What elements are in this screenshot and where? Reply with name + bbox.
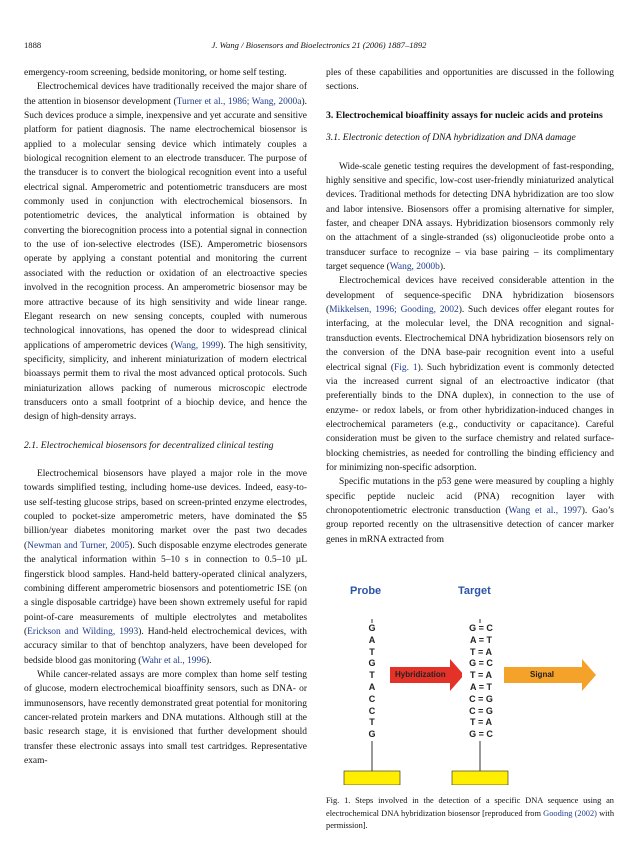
right-column — [326, 66, 614, 547]
paragraph: Specific mutations in the p53 gene were measured by coupling a highly specific peptide nucleic acid (PNA) recognition layer with chronopotentiometric electronic transduction (Wang et al., 1997). Gao’s group reported recently on the ultrasensitive detection of cancer marker genes in mRNA extracted from — [326, 477, 614, 545]
citation-link[interactable]: Mikkelsen, 1996; Gooding, 2002 — [329, 305, 459, 316]
signal-label: Signal — [530, 670, 555, 679]
citation-link[interactable]: Wahr et al., 1996 — [141, 655, 206, 666]
target-electrode — [452, 771, 508, 785]
target-sequence: G = C A = T T = A G = C T = A A = T C = G C = G T = A G = C — [462, 623, 500, 741]
target-label: Target — [458, 585, 491, 597]
figure-caption: Fig. 1. Steps involved in the detection of a specific DNA sequence using an electrochemical DNA hybridization biosensor [reproduced from Gooding (2002) with permission]. — [326, 796, 615, 831]
probe-sequence: G A T G T A C C T G — [362, 623, 382, 741]
left-column — [24, 66, 307, 768]
citation-link[interactable]: Wang et al., 1997 — [508, 505, 582, 516]
paragraph: While cancer-related assays are more complex than home self testing of glucose, modern electrochemical bioaffinity sensors, such as DNA- or immunosensors, have recently demonstrated great potential for monitoring cancer-related protein markers and DNA mutations. Although still at the basic research stage, it is envisioned that further development should transfer these electronic assays into small test cartridges. Representative exam- — [24, 669, 307, 766]
citation-link[interactable]: Newman and Turner, 2005 — [27, 540, 130, 551]
paragraph: Wide-scale genetic testing requires the development of fast-responding, highly sensitive and specific, low-cost user-friendly miniaturized analytical devices. Traditional methods for detecting DNA hybridization are too slow and labor intensive. Biosensors offer a promising alternative for simpler, faster, and cheaper DNA assays. Hybridization biosensors commonly rely on the attachment of a single-stranded (ss) oligonucleotide probe onto a transducer surface to recognize – via base pairing – its complimentary target sequence (Wang, 2000b). — [326, 161, 614, 273]
paragraph: Electrochemical biosensors have played a major role in the move towards simplified testing, including home-use devices. Indeed, easy-to-use self-testing glucose strips, based on screen-printed enzyme electrodes, coupled to pocket-size amperometric meters, have dominated the $5 billion/year diabetes monitoring market over the past two decades (Newman and Turner, 2005). Such disposable enzyme electrodes generate the analytical information within 5–10 s in connection to 0.5–10 µL fingerstick blood samples. Hand-held battery-operated clinical analyzers, combining different amperometric biosensors and potentiometric ISE (on a single disposable cartridge) have been shown extremely useful for rapid point-of-care measurements of multiple electrolytes and metabolites (Erickson and Wilding, 1993). Hand-held electrochemical devices, with accuracy similar to that of benchtop analyzers, have been developed for bedside blood gas monitoring (Wahr et al., 1996). — [24, 469, 307, 666]
paragraph: emergency-room screening, bedside monitoring, or home self testing. — [24, 68, 287, 78]
page-number: 1888 — [24, 40, 42, 50]
citation-link[interactable]: Turner et al., 1986; Wang, 2000a — [176, 96, 302, 107]
figure-1 — [340, 583, 602, 785]
running-header — [24, 40, 614, 54]
section-heading: 3. Electrochemical bioaffinity assays for nucleic acids and proteins — [326, 109, 603, 121]
paragraph: Electrochemical devices have received considerable attention in the development of sequence-specific DNA hybridization biosensors (Mikkelsen, 1996; Gooding, 2002). Such devices offer elegant routes for interfacing, at the molecular level, the DNA recognition and signal-transduction events. Electrochemical DNA hybridization biosensors rely on the conversion of the DNA base-pair recognition event into a useful electrical signal (Fig. 1). Such hybridization event is commonly detected via the increased current signal of an electroactive indicator (that preferentially binds to the DNA duplex), in connection to the use of enzyme- or redox labels, or from other hybridization-induced changes in electrochemical parameters (e.g., conductivity or capacitance). Careful consideration must be given to the surface chemistry and related surface-blocking chemistries, as needed for controlling the binding efficiency and for minimizing non-specific adsorption. — [326, 276, 615, 473]
subsection-heading: 3.1. Electronic detection of DNA hybridization and DNA damage — [326, 132, 576, 144]
running-head: J. Wang / Biosensors and Bioelectronics 21 (2006) 1887–1892 — [211, 40, 427, 50]
probe-label: Probe — [350, 585, 382, 597]
paragraph: Electrochemical devices have traditionally received the major share of the attention in biosensor development (Turner et al., 1986; Wang, 2000a). Such devices produce a simple, inexpensive and yet accurate and sensitive platform for patient diagnosis. The name electrochemical biosensor is applied to a molecular sensing device which intimately couples a biological recognition element to an electrode transducer. The purpose of the transducer is to convert the biological recognition event into a useful electrical signal. Amperometric and potentiometric transducers are most commonly used in conjunction with electrochemical biosensors. In potentiometric devices, the analytical information is obtained by converting the biorecognition process into a potential signal in connection to the use of ion-selective electrodes (ISE). Amperometric biosensors operate by applying a constant potential and monitoring the current associated with the reduction or oxidation of an electroactive species involved in the recognition process. An amperometric biosensor may be more attractive because of its high sensitivity and wide linear range. Elegant research on new sensing concepts, coupled with numerous technological innovations, has opened the door to widespread clinical applications of amperometric devices (Wang, 1999). The high sensitivity, specificity, simplicity, and inherent miniaturization of modern electrical bioassays permit them to rival the most advanced optical protocols. Such miniaturization allows packing of numerous microscopic electrode transducers onto a small footprint of a biochip device, and hence the design of high-density arrays. — [24, 82, 307, 423]
citation-link[interactable]: Gooding (2002) — [543, 808, 597, 818]
citation-link[interactable]: Wang, 2000b — [389, 262, 440, 273]
figure-link[interactable]: Fig. 1 — [394, 362, 418, 373]
section-heading: 2.1. Electrochemical biosensors for decentralized clinical testing — [24, 439, 274, 451]
citation-link[interactable]: Erickson and Wilding, 1993 — [27, 626, 139, 637]
hybridization-label: Hybridization — [395, 670, 446, 679]
paragraph: ples of these capabilities and opportunities are discussed in the following sections. — [326, 68, 614, 93]
citation-link[interactable]: Wang, 1999 — [173, 340, 221, 351]
probe-electrode — [344, 771, 400, 785]
